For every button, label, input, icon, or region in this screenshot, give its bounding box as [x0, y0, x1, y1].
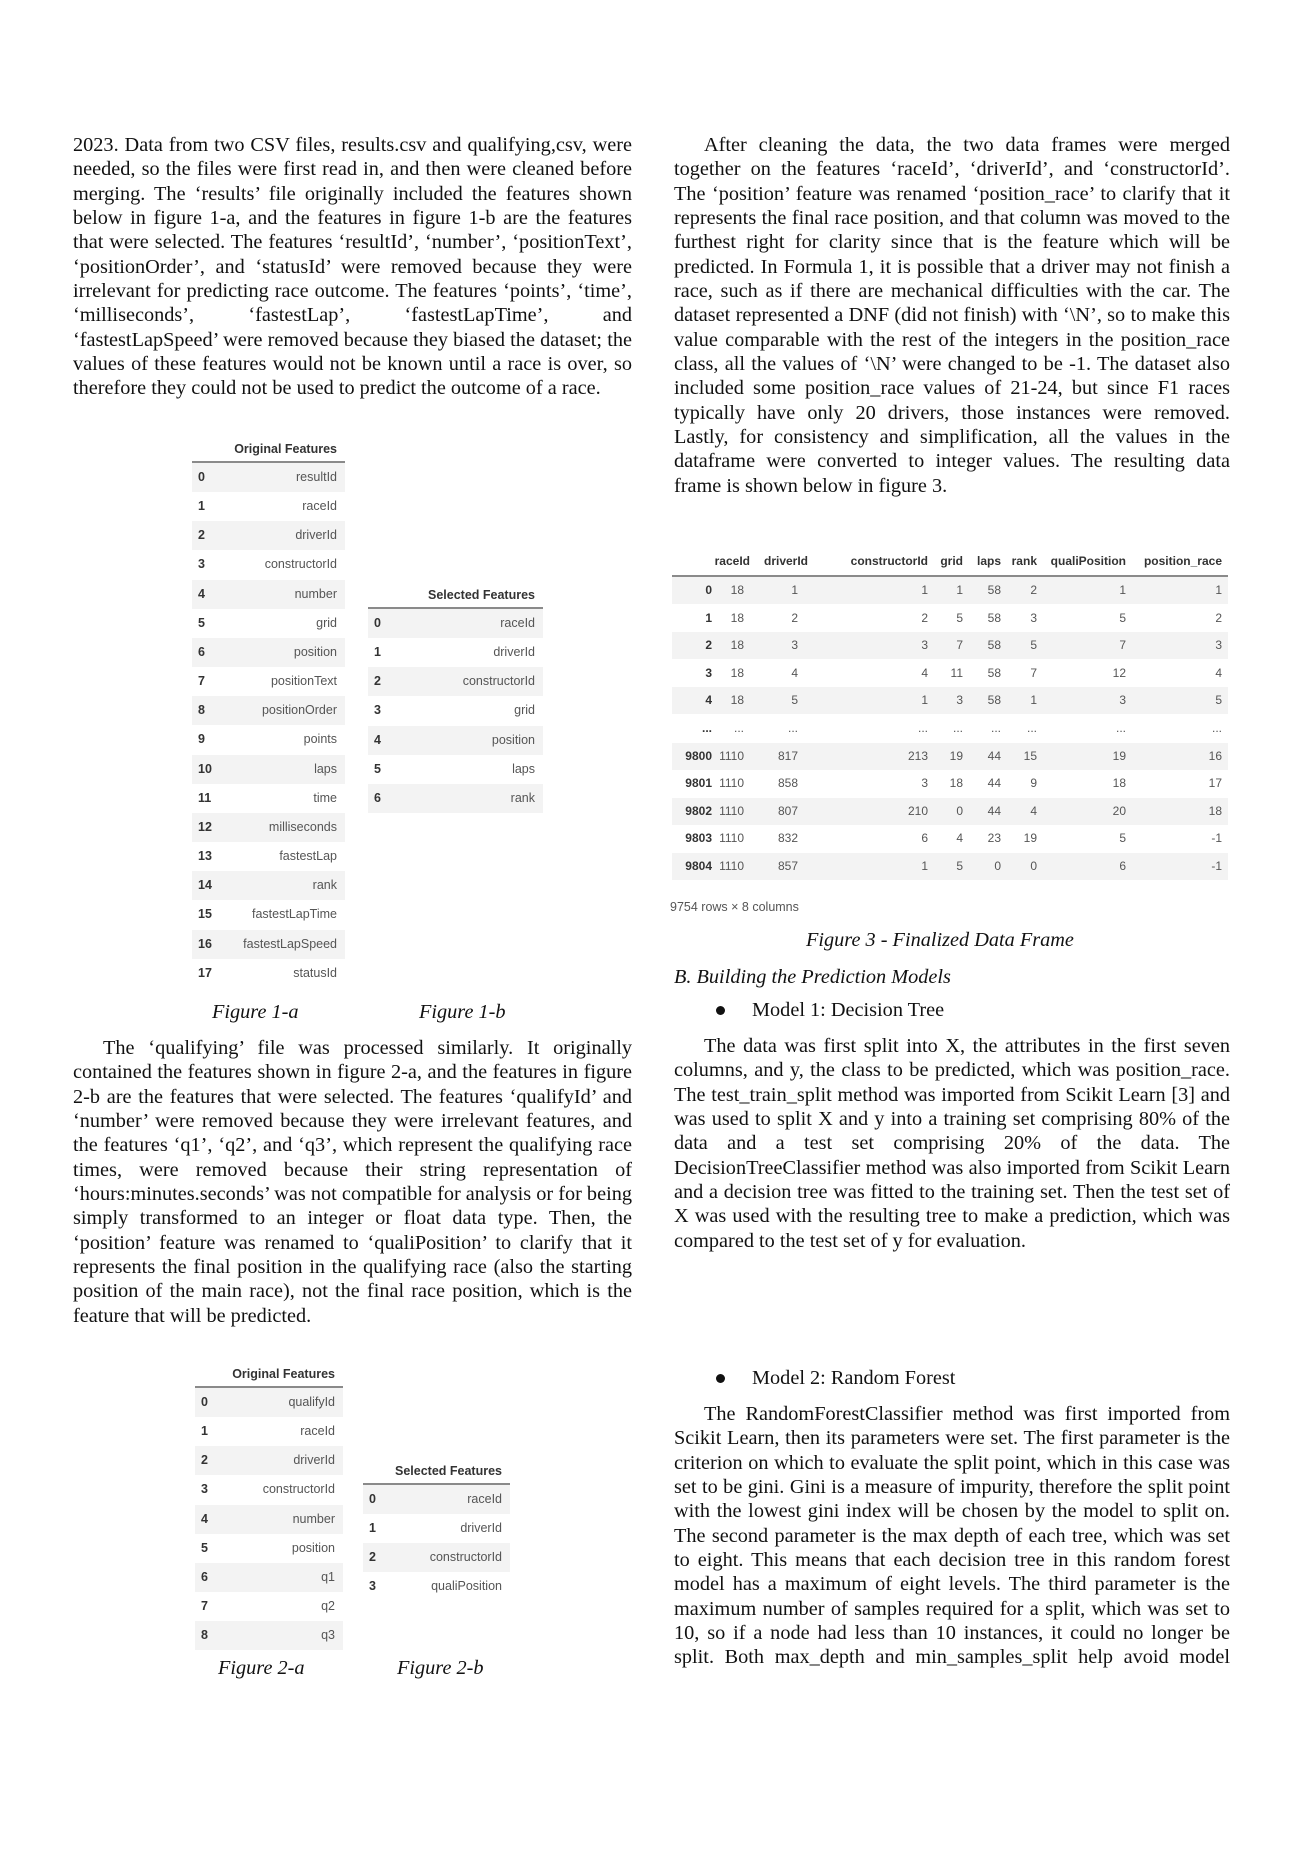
table-cell: 4	[791, 665, 798, 680]
table-cell: 20	[1112, 803, 1126, 818]
feature-name: qualifyId	[288, 1395, 335, 1409]
table-cell: 5	[1215, 693, 1222, 708]
feature-name: driverId	[293, 1453, 335, 1468]
table-cell: -1	[1211, 831, 1222, 846]
feature-name: rank	[312, 878, 337, 893]
column-header: position_race	[1143, 554, 1222, 568]
column-header: raceId	[714, 554, 750, 568]
table-cell: 857	[777, 859, 798, 873]
row-index: 16	[198, 936, 212, 951]
row-index: 12	[198, 819, 212, 834]
feature-name: statusId	[293, 965, 337, 980]
table-cell: 23	[987, 831, 1001, 846]
table-row	[192, 521, 345, 550]
table-cell: 18	[730, 638, 744, 653]
table-cell: 3	[1030, 610, 1037, 625]
table-row	[672, 687, 1228, 714]
table-cell: 4	[1215, 665, 1222, 680]
row-index: 7	[198, 674, 205, 689]
table-row	[195, 1388, 343, 1417]
table-cell: 1	[1030, 693, 1037, 708]
row-index: 15	[198, 907, 212, 922]
feature-name: time	[313, 790, 337, 805]
row-index: 0	[705, 583, 712, 597]
table-row	[363, 1572, 510, 1601]
table-cell: 44	[987, 803, 1001, 818]
table-cell: 2	[1030, 583, 1037, 597]
table-row	[192, 900, 345, 929]
table-header: Original Features	[232, 1367, 335, 1381]
table-cell: 0	[1030, 859, 1037, 873]
table-cell: 9	[1030, 776, 1037, 791]
row-index: 0	[369, 1492, 376, 1506]
feature-name: grid	[514, 703, 535, 718]
table-cell: 58	[987, 693, 1001, 708]
table-cell: 58	[987, 583, 1001, 597]
table-row	[672, 798, 1228, 825]
row-index: 14	[198, 878, 212, 893]
feature-name: constructorId	[264, 557, 337, 572]
table-cell: ...	[917, 721, 928, 735]
feature-name: fastestLap	[279, 849, 337, 864]
feature-name: q1	[321, 1569, 335, 1584]
row-index: 2	[374, 674, 381, 689]
table-cell: -1	[1211, 859, 1222, 873]
table-row	[672, 577, 1228, 604]
section-heading-building-models: B. Building the Prediction Models	[674, 966, 951, 988]
table-cell: ...	[733, 721, 744, 735]
table-cell: ...	[952, 721, 963, 735]
table-row	[672, 660, 1228, 687]
row-index: 3	[198, 557, 205, 572]
table-cell: 3	[1215, 638, 1222, 653]
table-cell: 2	[1215, 610, 1222, 625]
figure-1b-table	[368, 586, 543, 805]
table-cell: 1	[921, 583, 928, 597]
table-row	[672, 632, 1228, 659]
table-row	[672, 715, 1228, 742]
table-row	[192, 492, 345, 521]
table-cell: 3	[921, 638, 928, 653]
table-row	[192, 871, 345, 900]
table-header: Selected Features	[428, 588, 535, 602]
table-cell: ...	[787, 721, 798, 735]
feature-name: positionText	[270, 674, 337, 689]
table-row	[192, 609, 345, 638]
figure-1a-table	[192, 440, 345, 980]
table-cell: 858	[777, 776, 798, 791]
table-cell: 5	[791, 693, 798, 708]
row-index: 1	[705, 610, 712, 625]
table-cell: 210	[907, 803, 928, 818]
table-cell: 1	[791, 583, 798, 597]
table-cell: 18	[730, 665, 744, 680]
table-cell: 12	[1112, 665, 1126, 680]
table-cell: 7	[1030, 665, 1037, 680]
column-header: driverId	[763, 554, 808, 568]
table-cell: 1110	[719, 831, 744, 846]
table-cell: 15	[1023, 748, 1037, 763]
feature-name: q3	[321, 1628, 335, 1643]
table-row	[195, 1563, 343, 1592]
column-header: laps	[976, 554, 1001, 568]
table-cell: 19	[1112, 748, 1126, 763]
table-cell: 1	[1119, 583, 1126, 597]
row-index: 0	[374, 616, 381, 630]
paragraph-merge-data: After cleaning the data, the two data frames were merged together on the features ‘raceId’, ‘driverId’, and ‘constructorId’. The ‘position’ feature was renamed ‘position_race’ to clarify that it represents the final race position, and that column was moved to the furthest right for clarity since that is the feature which will be predicted. In Formula 1, it is possible that a driver may not finish a race, such as if there are mechanical difficulties with the car. The dataset represented a DNF (did not finish) with ‘\N’, so to make this value comparable with the rest of the integers in the position_race class, all the values of ‘\N’ were changed to be -1. The dataset also included some position_race values of 21-24, but since F1 races typically have only 20 drivers, those instances were removed. Lastly, for consistency and simplification, all the values in the dataframe were converted to integer values. The resulting data frame is shown below in figure 3.	[674, 134, 1230, 497]
row-index: 9803	[685, 831, 712, 846]
table-cell: 19	[949, 748, 963, 763]
row-index: 2	[369, 1550, 376, 1565]
row-index: 4	[705, 693, 712, 708]
table-cell: 807	[777, 803, 798, 818]
feature-name: grid	[316, 615, 337, 630]
row-index: 8	[201, 1628, 208, 1643]
row-index: 3	[374, 703, 381, 718]
feature-name: resultId	[296, 470, 337, 484]
row-index: 9800	[685, 748, 712, 763]
table-cell: 2	[921, 610, 928, 625]
feature-name: q2	[321, 1599, 335, 1614]
table-cell: 0	[994, 859, 1001, 873]
row-index: 11	[198, 790, 212, 805]
row-index: 10	[198, 761, 212, 776]
feature-name: fastestLapSpeed	[243, 936, 337, 951]
table-row	[192, 930, 345, 959]
bullet-icon	[716, 1374, 725, 1383]
feature-name: positionOrder	[261, 703, 337, 718]
feature-name: constructorId	[462, 674, 535, 689]
table-row	[368, 784, 543, 813]
feature-name: laps	[512, 761, 535, 776]
row-index: 5	[198, 615, 205, 630]
table-row	[192, 959, 345, 988]
table-cell: 11	[950, 665, 963, 680]
row-index: 1	[369, 1521, 376, 1536]
table-cell: 213	[907, 748, 928, 763]
table-row	[195, 1621, 343, 1650]
table-cell: 6	[1119, 859, 1126, 873]
row-index: ...	[701, 721, 712, 735]
row-index: 4	[201, 1511, 208, 1526]
dataframe-header-row	[672, 554, 1228, 574]
column-header: qualiPosition	[1050, 554, 1126, 568]
table-row	[195, 1592, 343, 1621]
row-index: 1	[198, 499, 205, 514]
feature-name: rank	[510, 790, 535, 805]
row-index: 3	[201, 1482, 208, 1497]
table-cell: ...	[1211, 721, 1222, 735]
feature-name: number	[294, 586, 337, 601]
table-row	[192, 842, 345, 871]
figure-1b-caption: Figure 1-b	[419, 1001, 506, 1023]
table-row	[192, 784, 345, 813]
table-cell: 44	[987, 748, 1001, 763]
table-cell: 3	[791, 638, 798, 653]
table-cell: 2	[791, 610, 798, 625]
table-row	[192, 638, 345, 667]
row-index: 9804	[685, 859, 712, 873]
row-index: 4	[374, 732, 381, 747]
table-cell: 4	[921, 665, 928, 680]
figure-2a-table	[195, 1365, 343, 1655]
table-cell: 18	[730, 693, 744, 708]
paragraph-decision-tree: The data was first split into X, the attributes in the first seven columns, and y, the class to be predicted, which was position_race. The test_train_split method was imported from Scikit Learn [3] and was used to split X and y into a training set comprising 80% of the data and a test set comprising 20% of the data. The DecisionTreeClassifier method was also imported from Scikit Learn and a decision tree was fitted to the training set. Then the test set of X was used with the resulting tree to make a prediction, which was compared to the test set of y for evaluation.	[674, 1035, 1230, 1252]
table-cell: ...	[1026, 721, 1037, 735]
table-cell: 1	[1215, 583, 1222, 597]
table-cell: 1110	[719, 859, 744, 873]
feature-name: raceId	[467, 1492, 502, 1506]
table-row	[192, 550, 345, 579]
table-row	[192, 696, 345, 725]
table-header: Original Features	[234, 442, 337, 456]
table-row	[192, 580, 345, 609]
table-cell: 58	[987, 665, 1001, 680]
table-row	[672, 825, 1228, 852]
figure-3-dataframe	[672, 552, 1228, 912]
table-cell: 7	[1119, 638, 1126, 653]
table-cell: 7	[956, 638, 963, 653]
table-cell: 1110	[719, 803, 744, 818]
feature-name: position	[291, 1540, 335, 1555]
table-cell: 1110	[719, 776, 744, 791]
table-cell: 17	[1208, 776, 1222, 791]
feature-name: points	[303, 732, 337, 747]
feature-name: raceId	[302, 499, 337, 514]
table-cell: 3	[956, 693, 963, 708]
bullet-icon	[716, 1006, 725, 1015]
table-cell: ...	[990, 721, 1001, 735]
feature-name: laps	[314, 761, 337, 776]
table-cell: 5	[1119, 610, 1126, 625]
row-index: 9	[198, 732, 205, 747]
figure-1a-caption: Figure 1-a	[212, 1001, 299, 1023]
table-header: Selected Features	[395, 1464, 502, 1478]
row-index: 3	[705, 665, 712, 680]
paragraph-results-cleaning: 2023. Data from two CSV files, results.csv and qualifying,csv, were needed, so the files were first read in, and then were cleaned before merging. The ‘results’ file originally included the features shown below in figure 1-a, and the features in figure 1-b are the features that were selected. The features ‘resultId’, ‘number’, ‘positionText’, ‘positionOrder’, and ‘statusId’ were removed because they were irrelevant for predicting race outcome. The features ‘points’, ‘time’, ‘milliseconds’, ‘fastestLap’, ‘fastestLapTime’, and ‘fastestLapSpeed’ were removed because they biased the dataset; the values of these features would not be known until a race is over, so therefore they could not be used to predict the outcome of a race.	[73, 134, 632, 400]
row-index: 9801	[685, 776, 712, 791]
paragraph-random-forest: The RandomForestClassifier method was first imported from Scikit Learn, then its parameters were set. The first parameter is the criterion on which to evaluate the split point, which in this case was set to be gini. Gini is a measure of impurity, therefore the split point with the lowest gini index will be chosen by the model to split on. The second parameter is the max depth of each tree, which was set to eight. This means that each decision tree in this random forest model has a maximum of eight levels. The third parameter is the maximum number of samples required for a split, which was set to 10, so if a node had less than 10 instances, it could no longer be split. Both max_depth and min_samples_split help avoid model	[674, 1403, 1230, 1669]
figure-2a-caption: Figure 2-a	[218, 1657, 305, 1679]
row-index: 17	[198, 965, 212, 980]
table-cell: 58	[987, 638, 1001, 653]
column-header: constructorId	[850, 554, 928, 568]
table-row	[195, 1417, 343, 1446]
feature-name: raceId	[500, 616, 535, 630]
table-row	[195, 1505, 343, 1534]
feature-name: raceId	[300, 1424, 335, 1439]
table-cell: 817	[777, 748, 798, 763]
table-cell: 5	[956, 610, 963, 625]
table-cell: 19	[1023, 831, 1037, 846]
table-cell: 4	[1030, 803, 1037, 818]
feature-name: fastestLapTime	[252, 907, 337, 922]
table-row	[195, 1534, 343, 1563]
row-index: 6	[374, 790, 381, 805]
table-cell: 18	[949, 776, 963, 791]
table-cell: 4	[956, 831, 963, 846]
feature-name: milliseconds	[268, 819, 337, 834]
table-row	[672, 853, 1228, 880]
table-cell: 18	[730, 583, 744, 597]
table-row	[192, 463, 345, 492]
table-row	[192, 725, 345, 754]
table-cell: 18	[1208, 803, 1222, 818]
table-row	[672, 605, 1228, 632]
table-row	[368, 726, 543, 755]
row-index: 5	[374, 761, 381, 776]
row-index: 1	[201, 1424, 208, 1439]
figure-2b-table	[363, 1462, 510, 1602]
table-row	[368, 755, 543, 784]
row-index: 0	[198, 470, 205, 484]
table-cell: ...	[1115, 721, 1126, 735]
table-row	[363, 1543, 510, 1572]
table-row	[195, 1446, 343, 1475]
table-row	[672, 743, 1228, 770]
row-index: 9802	[685, 803, 712, 818]
feature-name: constructorId	[429, 1550, 502, 1565]
table-cell: 16	[1208, 748, 1222, 763]
table-cell: 1110	[719, 748, 744, 763]
table-cell: 6	[921, 831, 928, 846]
row-index: 2	[201, 1453, 208, 1468]
row-index: 2	[198, 528, 205, 543]
table-row	[363, 1485, 510, 1514]
table-cell: 3	[1119, 693, 1126, 708]
table-cell: 3	[921, 776, 928, 791]
feature-name: position	[293, 644, 337, 659]
column-header: rank	[1011, 554, 1037, 568]
table-cell: 5	[1119, 831, 1126, 846]
row-index: 0	[201, 1395, 208, 1409]
table-row	[192, 813, 345, 842]
table-cell: 5	[1030, 638, 1037, 653]
feature-name: qualiPosition	[431, 1579, 502, 1594]
row-index: 13	[198, 849, 212, 864]
table-cell: 5	[956, 859, 963, 873]
figure-3-caption: Figure 3 - Finalized Data Frame	[806, 929, 1074, 951]
table-row	[192, 755, 345, 784]
feature-name: position	[491, 732, 535, 747]
table-row	[192, 667, 345, 696]
table-cell: 18	[730, 610, 744, 625]
model-2-label: Model 2: Random Forest	[752, 1367, 956, 1389]
feature-name: number	[292, 1511, 335, 1526]
row-index: 6	[198, 644, 205, 659]
table-cell: 832	[777, 831, 798, 846]
table-cell: 18	[1112, 776, 1126, 791]
row-index: 1	[374, 645, 381, 660]
model-1-label: Model 1: Decision Tree	[752, 999, 945, 1021]
feature-name: constructorId	[262, 1482, 335, 1497]
row-index: 4	[198, 586, 205, 601]
table-cell: 44	[987, 776, 1001, 791]
row-index: 2	[705, 638, 712, 653]
row-index: 7	[201, 1599, 208, 1614]
column-header: grid	[940, 554, 963, 568]
table-cell: 1	[921, 859, 928, 873]
table-cell: 58	[987, 610, 1001, 625]
table-row	[368, 609, 543, 638]
paragraph-qualifying-cleaning: The ‘qualifying’ file was processed similarly. It originally contained the features shown in figure 2-a, and the features in figure 2-b are the features that were selected. The features ‘qualifyId’ and ‘number’ were removed because they were irrelevant features, and the features ‘q1’, ‘q2’, and ‘q3’, which represent the qualifying race times, were removed because their string representation of ‘hours:minutes.seconds’ was not compatible for analysis or for being simply transformed to an integer or float data type. Then, the ‘position’ feature was renamed to ‘qualiPosition’ to clarify that it represents the final position in the qualifying race (also the starting position of the main race), not the final race position, which is the feature that will be predicted.	[73, 1037, 632, 1327]
table-cell: 0	[956, 803, 963, 818]
dataframe-shape: 9754 rows × 8 columns	[670, 900, 799, 914]
row-index: 3	[369, 1579, 376, 1594]
table-row	[672, 770, 1228, 797]
table-row	[368, 638, 543, 667]
figure-2b-caption: Figure 2-b	[397, 1657, 484, 1679]
row-index: 6	[201, 1569, 208, 1584]
row-index: 5	[201, 1540, 208, 1555]
feature-name: driverId	[460, 1521, 502, 1536]
row-index: 8	[198, 703, 205, 718]
table-cell: 1	[921, 693, 928, 708]
table-row	[368, 667, 543, 696]
feature-name: driverId	[493, 645, 535, 660]
table-row	[363, 1514, 510, 1543]
table-cell: 1	[956, 583, 963, 597]
table-row	[368, 696, 543, 725]
table-row	[195, 1475, 343, 1504]
feature-name: driverId	[295, 528, 337, 543]
